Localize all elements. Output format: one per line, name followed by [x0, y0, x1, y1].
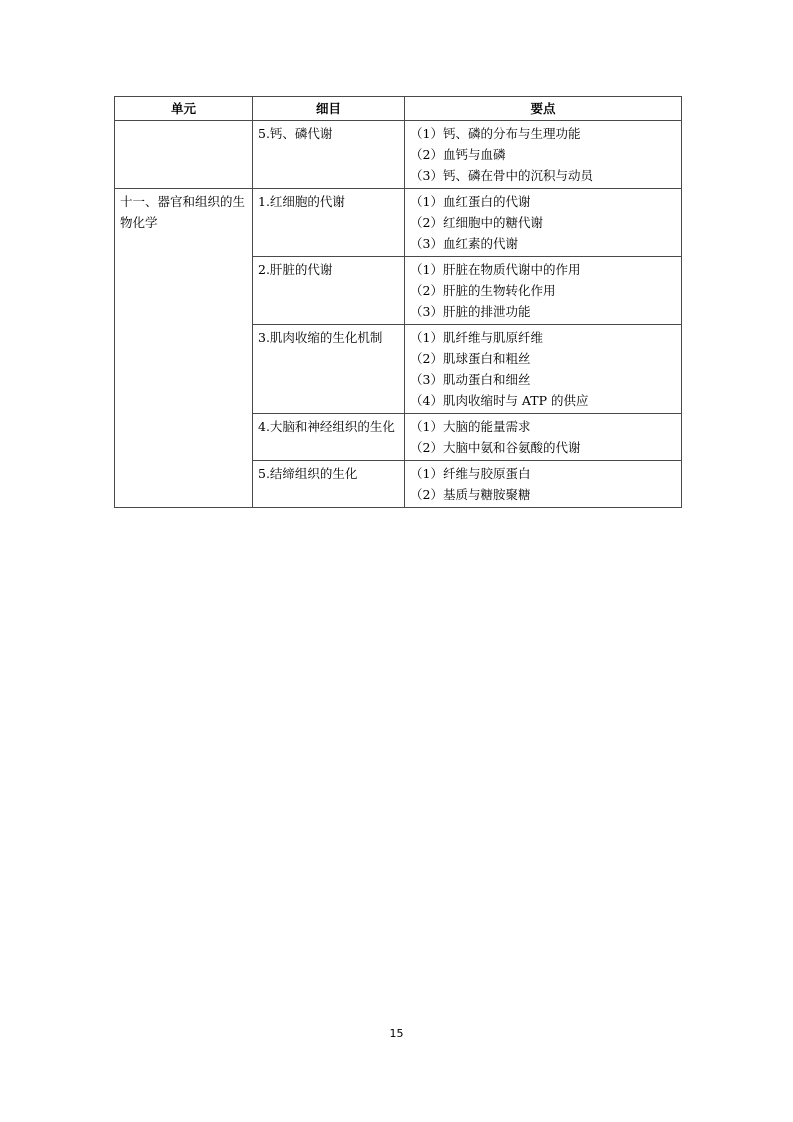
table-header-row [115, 97, 682, 121]
subitem-cell: 1.红细胞的代谢 [253, 189, 405, 257]
point-item: （2）肝脏的生物转化作用 [410, 283, 556, 298]
point-item: （1）钙、磷的分布与生理功能 [410, 126, 581, 141]
subitem-cell: 2.肝脏的代谢 [253, 257, 405, 325]
table-row [115, 189, 682, 257]
points-cell [405, 189, 682, 257]
point-item: （1）血红蛋白的代谢 [410, 194, 531, 209]
point-item: （3）钙、磷在骨中的沉积与动员 [410, 168, 593, 183]
point-item: （3）血红素的代谢 [410, 236, 518, 251]
subitem-cell: 3.肌肉收缩的生化机制 [253, 325, 405, 414]
point-item: （2）血钙与血磷 [410, 147, 506, 162]
header-points: 要点 [405, 97, 682, 121]
point-item: （3）肌动蛋白和细丝 [410, 372, 531, 387]
points-cell [405, 325, 682, 414]
header-subitem: 细目 [253, 97, 405, 121]
subitem-cell: 5.结缔组织的生化 [253, 461, 405, 508]
points-cell [405, 461, 682, 508]
point-item: （1）肌纤维与肌原纤维 [410, 330, 543, 345]
point-item: （3）肝脏的排泄功能 [410, 304, 531, 319]
point-item: （2）大脑中氨和谷氨酸的代谢 [410, 440, 581, 455]
unit-cell: 十一、器官和组织的生物化学 [115, 189, 253, 508]
syllabus-table [114, 96, 682, 508]
table-row [115, 121, 682, 189]
point-item: （2）基质与糖胺聚糖 [410, 487, 531, 502]
point-item: （1）大脑的能量需求 [410, 419, 531, 434]
header-unit: 单元 [115, 97, 253, 121]
points-cell [405, 121, 682, 189]
points-cell [405, 414, 682, 461]
subitem-cell: 4.大脑和神经组织的生化 [253, 414, 405, 461]
point-item: （4）肌肉收缩时与 ATP 的供应 [410, 393, 589, 408]
point-item: （2）红细胞中的糖代谢 [410, 215, 543, 230]
page-number: 15 [389, 1027, 404, 1040]
points-cell [405, 257, 682, 325]
point-item: （1）纤维与胶原蛋白 [410, 466, 531, 481]
point-item: （1）肝脏在物质代谢中的作用 [410, 262, 581, 277]
point-item: （2）肌球蛋白和粗丝 [410, 351, 531, 366]
subitem-cell: 5.钙、磷代谢 [253, 121, 405, 189]
unit-cell [115, 121, 253, 189]
